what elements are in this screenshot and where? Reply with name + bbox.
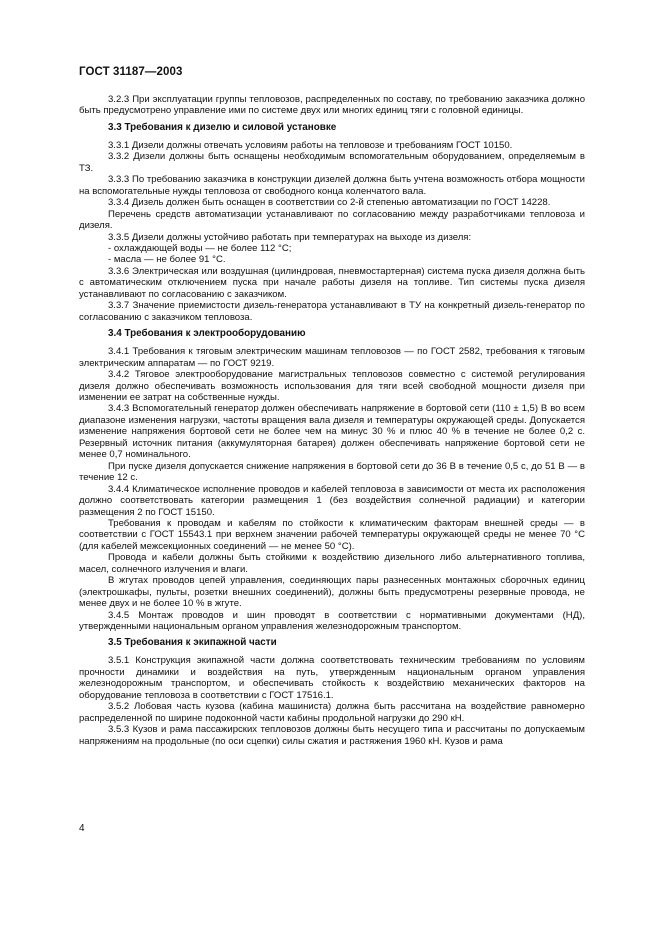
paragraph: 3.3.3 По требованию заказчика в конструкции дизелей должна быть учтена возможность отбора мощности на вспомогательные нужды тепловоза от свободного конца коленчатого вала. <box>79 174 585 197</box>
paragraph: Провода и кабели должны быть стойкими к воздействию дизельного либо альтернативного топлива, масел, солнечного излучения и влаги. <box>79 552 585 575</box>
paragraph: Требования к проводам и кабелям по стойкости к климатическим факторам внешней среды — в соответствии с ГОСТ 15543.1 при верхнем значении рабочей температуры окружающей среды не менее 70 °С (для кабелей межсекционных соединений — не менее 50 °С). <box>79 517 585 552</box>
list-item: - масла — не более 91 °С. <box>108 254 226 266</box>
section-heading: 3.4 Требования к электрооборудованию <box>108 328 306 340</box>
document-body <box>79 94 585 747</box>
paragraph: 3.3.5 Дизели должны устойчиво работать при температурах на выходе из дизеля: <box>108 231 472 243</box>
paragraph: 3.3.1 Дизели должны отвечать условиям работы на тепловозе и требованиям ГОСТ 10150. <box>108 139 513 151</box>
paragraph: Перечень средств автоматизации устанавливают по согласованию между разработчиками тепловоза и дизеля. <box>79 208 585 232</box>
paragraph: 3.4.3 Вспомогательный генератор должен обеспечивать напряжение в бортовой сети (110 ± 1,5) В во всем диапазоне изменения нагрузки, частоты вращения вала дизеля и температуры окружающей среды. Допускается изменение напряжения бортовой сети не более чем на минус 30 % и плюс 40 % в течение не более 0,2 с. Резервный источник питания (аккумуляторная батарея) должен обеспечивать напряжение бортовой сети не менее 0,7 номинального. <box>79 403 585 461</box>
list-item: - охлаждающей воды — не более 112 °С; <box>108 242 292 254</box>
paragraph: 3.3.7 Значение приемистости дизель-генератора устанавливают в ТУ на конкретный дизель-генератор по согласованию с заказчиком тепловоза. <box>79 300 585 323</box>
section-heading: 3.5 Требования к экипажной части <box>108 637 277 649</box>
paragraph: 3.5.2 Лобовая часть кузова (кабина машиниста) должна быть рассчитана на воздействие равномерно распределенной по ширине подоконной части кабины продольной нагрузки до 290 кН. <box>79 701 585 724</box>
document-header: ГОСТ 31187—2003 <box>79 66 183 78</box>
paragraph: 3.4.2 Тяговое электрооборудование магистральных тепловозов совместно с системой регулирования дизеля должно обеспечивать возможность использования для тяги всей свободной мощности дизеля при изменении ее затрат на собственные нужды. <box>79 369 585 403</box>
paragraph: При пуске дизеля допускается снижение напряжения в бортовой сети до 36 В в течение 0,5 с, до 51 В — в течение 12 с. <box>79 460 585 484</box>
paragraph: 3.3.6 Электрическая или воздушная (цилиндровая, пневмостартерная) система пуска дизеля должна быть с автоматическим отключением пуска при начале работы дизеля на топливе. Тип системы пуска дизеля устанавливают по согласованию с заказчиком. <box>79 265 585 300</box>
section-heading: 3.3 Требования к дизелю и силовой установке <box>108 121 337 133</box>
paragraph: 3.4.5 Монтаж проводов и шин проводят в соответствии с нормативными документами (НД), утвержденными национальным органом управления железнодорожным транспортом. <box>79 609 585 633</box>
paragraph: 3.3.4 Дизель должен быть оснащен в соответствии со 2-й степенью автоматизации по ГОСТ 14228. <box>108 197 551 209</box>
page-number: 4 <box>79 823 85 834</box>
paragraph: 3.3.2 Дизели должны быть оснащены необходимым вспомогательным оборудованием, определяемым в ТЗ. <box>79 151 585 174</box>
paragraph: 3.5.1 Конструкция экипажной части должна соответствовать техническим требованиям по условиям прочности динамики и воздействия на путь, утвержденным национальным органом управления железнодорожным транспортом, и обеспечивать стойкость к воздействию механических факторов на оборудование тепловоза в соответствии с ГОСТ 17516.1. <box>79 655 585 701</box>
paragraph: В жгутах проводов цепей управления, соединяющих пары разнесенных монтажных сборочных единиц (электрошкафы, пульты, розетки внешних соединений), должны быть предусмотрены резервные провода, не менее двух и не более 10 % в жгуте. <box>79 575 585 610</box>
document-page <box>79 66 585 747</box>
paragraph: 3.2.3 При эксплуатации группы тепловозов, распределенных по составу, по требованию заказчика должно быть предусмотрено управление ими по системе двух или многих единиц тяги с головной единицы. <box>79 94 585 117</box>
paragraph: 3.5.3 Кузов и рама пассажирских тепловозов должны быть несущего типа и рассчитаны по допускаемым напряжениям на продольные (по оси сцепки) силы сжатия и растяжения 1960 кН. Кузов и рама <box>79 724 585 747</box>
paragraph: 3.4.1 Требования к тяговым электрическим машинам тепловозов — по ГОСТ 2582, требования к тяговым электрическим аппаратам — по ГОСТ 9219. <box>79 346 585 369</box>
paragraph: 3.4.4 Климатическое исполнение проводов и кабелей тепловоза в зависимости от места их расположения должно соответствовать категории размещения 1 (без воздействия солнечной радиации) и категории размещения 2 по ГОСТ 15150. <box>79 483 585 518</box>
